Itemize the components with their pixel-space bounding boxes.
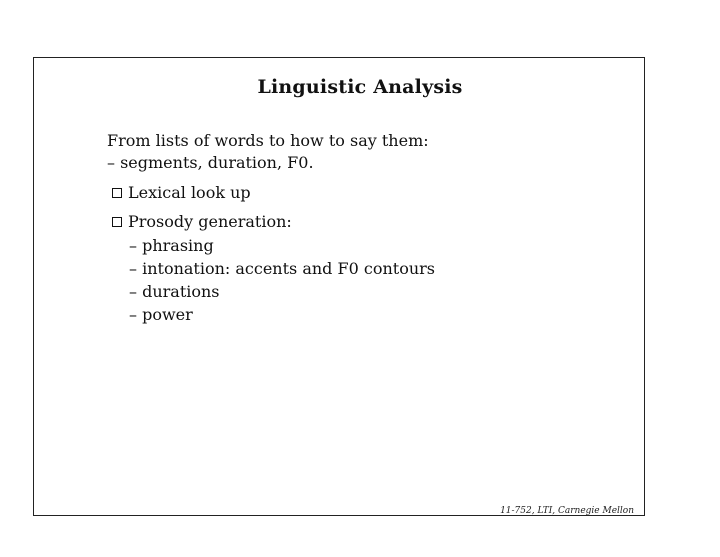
prosody-sublist (129, 234, 435, 326)
list-item: – durations (129, 282, 220, 301)
list-item: – phrasing (129, 236, 214, 255)
bullet-lexical-lookup (112, 182, 251, 204)
intro-line: – segments, duration, F0. (107, 153, 314, 172)
slide-footer: 11-752, LTI, Carnegie Mellon (500, 506, 634, 516)
list-item: – power (129, 305, 193, 324)
checkbox-square-icon (112, 217, 122, 227)
checkbox-square-icon (112, 188, 122, 198)
slide-title: Linguistic Analysis (257, 76, 463, 98)
bullet-prosody-generation (112, 211, 292, 233)
bullet-label: Lexical look up (128, 183, 251, 202)
intro-text (107, 130, 429, 174)
list-item: – intonation: accents and F0 contours (129, 259, 435, 278)
intro-line: From lists of words to how to say them: (107, 131, 429, 150)
bullet-label: Prosody generation: (128, 212, 292, 231)
